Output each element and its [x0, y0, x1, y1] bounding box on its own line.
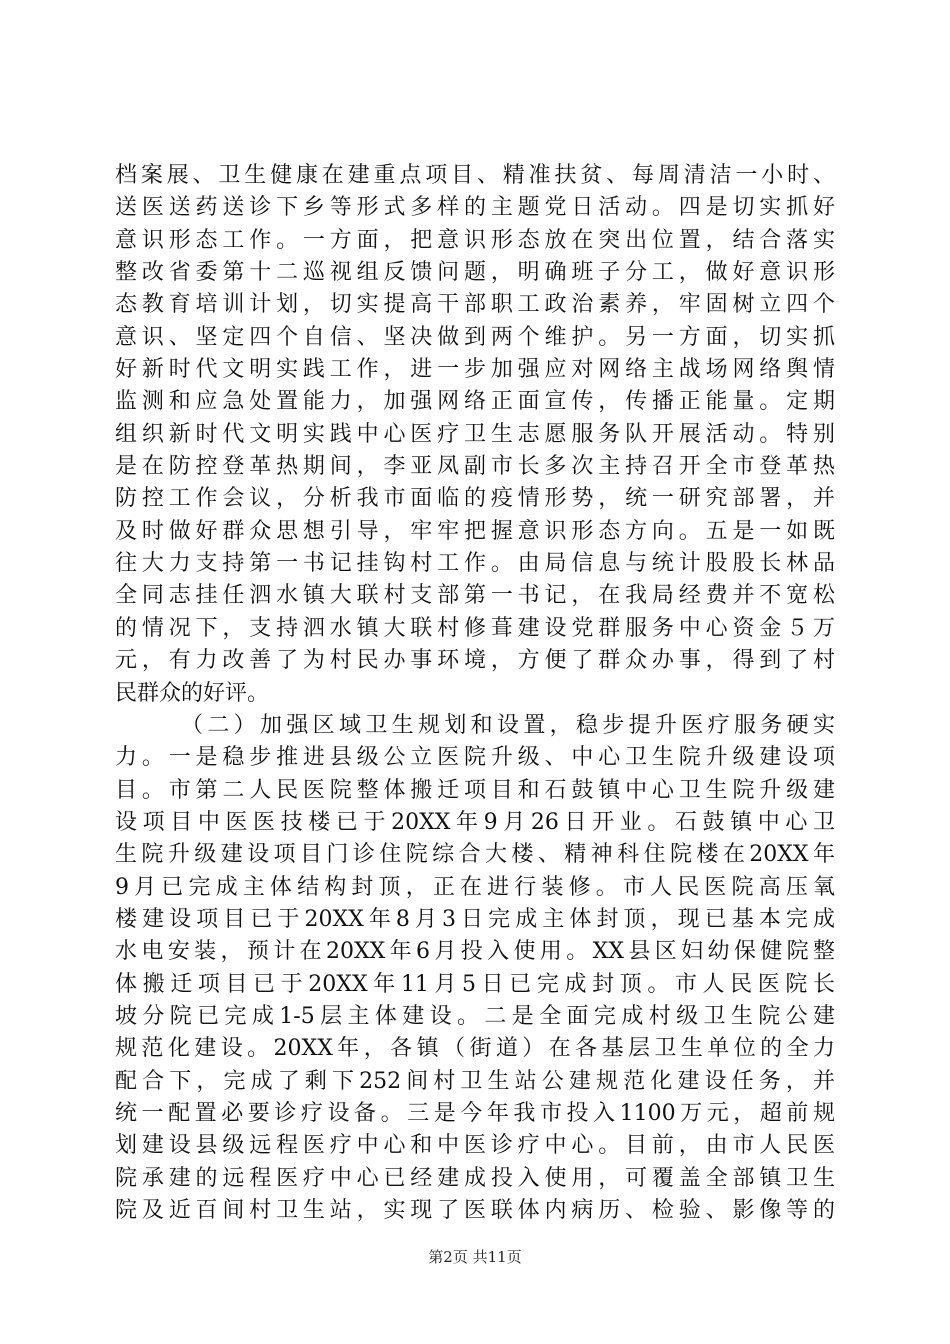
- text-line: 好新时代文明实践工作，进一步加强应对网络主战场网络舆情: [115, 357, 835, 383]
- text-line: 的情况下，支持泗水镇大联村修葺建设党群服务中心资金５万: [115, 615, 835, 641]
- text-line: 力。一是稳步推进县级公立医院升级、中心卫生院升级建设项: [115, 745, 835, 771]
- text-line: 往大力支持第一书记挂钩村工作。由局信息与统计股股长林品: [115, 551, 835, 577]
- text-line: 目。市第二人民医院整体搬迁项目和石鼓镇中心卫生院升级建: [115, 777, 835, 803]
- text-line: 生院升级建设项目门诊住院综合大楼、精神科住院楼在20XX年: [115, 842, 835, 868]
- text-line: 院及近百间村卫生站，实现了医联体内病历、检验、影像等的: [115, 1198, 835, 1223]
- text-line: 水电安装，预计在20XX年6月投入使用。XX县区妇幼保健院整: [115, 939, 835, 965]
- text-line: 民群众的好评。: [115, 680, 270, 706]
- text-line: 组织新时代文明实践中心医疗卫生志愿服务队开展活动。特别: [115, 421, 835, 447]
- text-line: 元，有力改善了为村民办事环境，方便了群众办事，得到了村: [115, 648, 835, 674]
- text-line: 体搬迁项目已于20XX年11月5日已完成封顶。市人民医院长: [115, 971, 835, 997]
- text-line: 档案展、卫生健康在建重点项目、精准扶贫、每周清洁一小时、: [115, 163, 835, 188]
- text-line: 防控工作会议，分析我市面临的疫情形势，统一研究部署，并: [115, 486, 835, 512]
- text-line: （二）加强区域卫生规划和设置，稳步提升医疗服务硬实: [181, 712, 835, 738]
- text-line: 9月已完成主体结构封顶，正在进行装修。市人民医院高压氧: [115, 874, 835, 900]
- text-line: 整改省委第十二巡视组反馈问题，明确班子分工，做好意识形: [115, 260, 835, 286]
- text-line: 是在防控登革热期间，李亚凤副市长多次主持召开全市登革热: [115, 454, 835, 480]
- text-line: 坡分院已完成1-5层主体建设。二是全面完成村级卫生院公建: [115, 1003, 835, 1029]
- text-line: 及时做好群众思想引导，牢牢把握意识形态方向。五是一如既: [115, 518, 835, 544]
- body-text: [115, 160, 835, 1227]
- text-line: 全同志挂任泗水镇大联村支部第一书记，在我局经费并不宽松: [115, 583, 835, 609]
- page-number-footer: 第2页 共11页: [428, 1248, 522, 1266]
- text-line: 设项目中医医技楼已于20XX年9月26日开业。石鼓镇中心卫: [115, 809, 835, 835]
- text-line: 院承建的远程医疗中心已经建成投入使用，可覆盖全部镇卫生: [115, 1165, 835, 1191]
- paragraph-1: [115, 160, 835, 710]
- text-line: 划建设县级远程医疗中心和中医诊疗中心。目前，由市人民医: [115, 1133, 835, 1159]
- text-line: 意识形态工作。一方面，把意识形态放在突出位置，结合落实: [115, 227, 835, 253]
- text-line: 配合下，完成了剩下252间村卫生站公建规范化建设任务，并: [115, 1068, 835, 1094]
- paragraph-2: [115, 710, 835, 1228]
- text-line: 统一配置必要诊疗设备。三是今年我市投入1100万元，超前规: [115, 1100, 835, 1126]
- text-line: 态教育培训计划，切实提高干部职工政治素养，牢固树立四个: [115, 292, 835, 318]
- text-line: 送医送药送诊下乡等形式多样的主题党日活动。四是切实抓好: [115, 195, 835, 221]
- text-line: 监测和应急处置能力，加强网络正面宣传，传播正能量。定期: [115, 389, 835, 415]
- text-line: 规范化建设。20XX年，各镇（街道）在各基层卫生单位的全力: [115, 1036, 835, 1062]
- text-line: 楼建设项目已于20XX年8月3日完成主体封顶，现已基本完成: [115, 906, 835, 932]
- text-line: 意识、坚定四个自信、坚决做到两个维护。另一方面，切实抓: [115, 324, 835, 350]
